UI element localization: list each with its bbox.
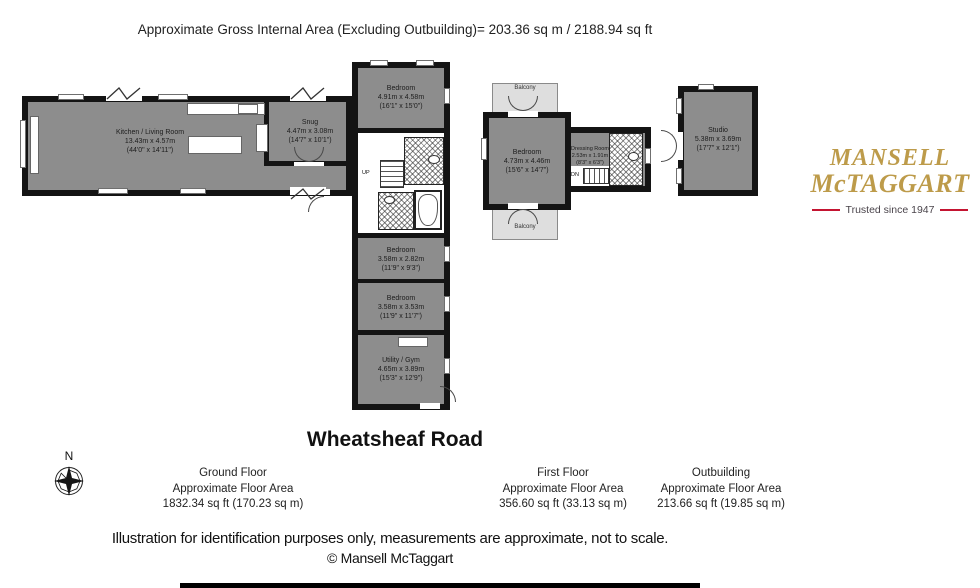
- wall-break-icon: [290, 85, 326, 101]
- bathroom-floor: [609, 133, 643, 186]
- mansell-mctaggart-logo: [808, 146, 972, 216]
- wall: [352, 233, 450, 238]
- bottom-edge-bar: [180, 583, 700, 588]
- stairs-up-label: UP: [362, 170, 370, 176]
- floor-area-value: 356.60 sq ft (33.13 sq m): [499, 498, 627, 511]
- room-name: Utility / Gym: [382, 357, 420, 364]
- room-dims-imperial: (15'3" x 12'9"): [379, 375, 423, 383]
- room-label-bedroom1: [355, 84, 447, 111]
- room-dims-metric: 3.58m x 2.82m: [377, 256, 425, 264]
- wall: [352, 128, 450, 133]
- room-name: Snug: [301, 119, 319, 126]
- logo-tagline: [808, 204, 972, 216]
- hob-unit: [256, 124, 268, 152]
- room-name: Studio: [708, 127, 728, 134]
- room-name: Dressing Room: [571, 146, 609, 152]
- window-seat: [30, 116, 39, 174]
- property-title: Wheatsheaf Road: [306, 428, 484, 451]
- toilet-icon: [428, 155, 440, 164]
- room-dims-metric: 4.91m x 4.58m: [377, 94, 425, 102]
- room-dims-imperial: (11'9" x 9'3"): [381, 265, 421, 273]
- room-label-snug: [270, 118, 350, 145]
- utility-counter: [398, 337, 428, 347]
- room-label-dressing: [566, 146, 614, 167]
- room-dims-metric: 2.53m x 1.91m: [571, 153, 609, 160]
- toilet-icon: [384, 196, 395, 204]
- compass-icon: [50, 448, 88, 504]
- floor-area-label: Approximate Floor Area: [660, 482, 782, 495]
- window: [20, 120, 26, 168]
- toilet-icon: [628, 152, 639, 161]
- oven-icon: [238, 104, 258, 114]
- room-dims-metric: 3.58m x 3.53m: [377, 304, 425, 312]
- room-dims-imperial: (16'1" x 15'0"): [379, 103, 423, 111]
- window: [98, 188, 128, 194]
- floor-name: First Floor: [537, 467, 589, 479]
- area-summary-outbuilding: [611, 466, 831, 513]
- area-summary-ground-floor: [123, 466, 343, 513]
- logo-line1: MANSELL: [829, 145, 951, 171]
- room-label-utility: [355, 356, 447, 383]
- room-dims-metric: 13.43m x 4.57m: [124, 138, 176, 146]
- window: [180, 188, 206, 194]
- tagline-rule-right: [940, 209, 968, 211]
- room-name: Bedroom: [512, 149, 542, 156]
- room-label-bedroom2: [355, 246, 447, 273]
- room-dims-metric: 4.65m x 3.89m: [377, 366, 425, 374]
- room-dims-imperial: (44'0" x 14'11"): [126, 147, 174, 155]
- door-arc: [661, 146, 677, 162]
- window: [416, 60, 434, 66]
- wall: [352, 330, 450, 335]
- staircase: [583, 168, 609, 184]
- compass-north-letter: N: [64, 449, 74, 463]
- wall-break-icon: [290, 187, 326, 203]
- tagline-rule-left: [812, 209, 840, 211]
- balcony-bottom-label: Balcony: [514, 224, 536, 230]
- door-arc: [440, 386, 456, 402]
- room-name: Bedroom: [386, 247, 416, 254]
- window: [698, 84, 714, 90]
- window: [58, 94, 84, 100]
- wall: [352, 279, 450, 283]
- tagline-text: Trusted since 1947: [845, 204, 935, 217]
- room-dims-imperial: (8'3" x 6'3"): [576, 160, 604, 167]
- staircase: [380, 160, 404, 188]
- window: [645, 148, 651, 164]
- disclaimer-text: Illustration for identification purposes only, measurements are approximate, not to scale.: [111, 530, 669, 547]
- floor-area-label: Approximate Floor Area: [172, 482, 294, 495]
- floor-area-value: 213.66 sq ft (19.85 sq m): [657, 498, 785, 511]
- room-name: Bedroom: [386, 85, 416, 92]
- gross-internal-area-text: Approximate Gross Internal Area (Excluding Outbuilding)= 203.36 sq m / 2188.94 sq ft: [137, 22, 653, 37]
- room-label-kitchen: [80, 128, 220, 155]
- wall-break-icon: [106, 85, 142, 101]
- floor-name: Outbuilding: [691, 467, 751, 479]
- window: [676, 98, 682, 114]
- room-dims-metric: 5.38m x 3.69m: [694, 136, 742, 144]
- floor-area-value: 1832.34 sq ft (170.23 sq m): [162, 498, 304, 511]
- room-name: Kitchen / Living Room: [115, 129, 185, 136]
- room-name: Bedroom: [386, 295, 416, 302]
- room-label-bedroom3: [355, 294, 447, 321]
- room-dims-imperial: (15'6" x 14'7"): [505, 167, 549, 175]
- room-dims-metric: 4.73m x 4.46m: [503, 158, 551, 166]
- door-opening: [508, 111, 538, 117]
- balcony-top-label: Balcony: [514, 85, 536, 91]
- room-dims-imperial: (17'7" x 12'1"): [696, 145, 740, 153]
- room-dims-metric: 4.47m x 3.08m: [286, 128, 334, 136]
- bathtub-icon: [414, 190, 442, 230]
- logo-line2: McTAGGART: [810, 169, 970, 198]
- door-arc: [661, 130, 677, 146]
- window: [158, 94, 188, 100]
- room-label-studio: [682, 126, 754, 153]
- floor-area-label: Approximate Floor Area: [502, 482, 624, 495]
- window: [676, 168, 682, 184]
- window: [370, 60, 388, 66]
- door-opening: [294, 162, 324, 166]
- door-opening: [420, 403, 440, 409]
- room-dims-imperial: (11'9" x 11'7"): [379, 313, 422, 321]
- floor-name: Ground Floor: [199, 467, 267, 479]
- stairs-down-label: DN: [571, 172, 579, 178]
- room-dims-imperial: (14'7" x 10'1"): [288, 137, 332, 145]
- copyright-text: © Mansell McTaggart: [327, 550, 453, 566]
- room-label-bedroom4: [487, 148, 567, 175]
